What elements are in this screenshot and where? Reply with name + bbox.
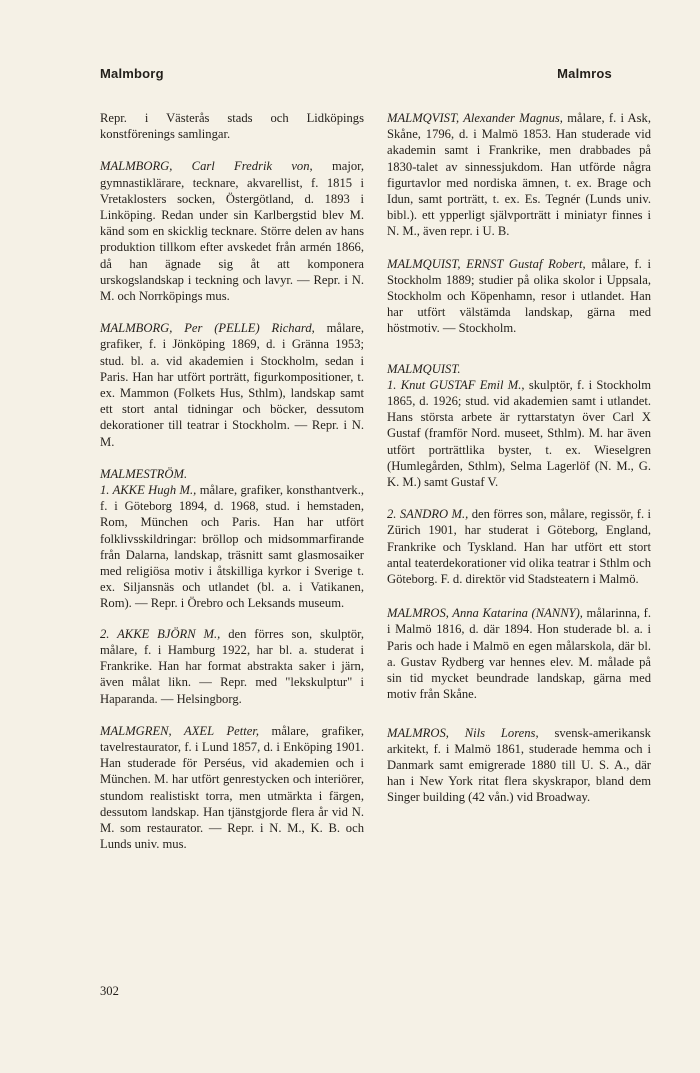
subentry-label: 1. Knut GUSTAF Emil M., <box>387 377 525 392</box>
subentry-akke-bjorn <box>100 626 364 707</box>
running-head-right: Malmros <box>557 66 612 81</box>
entry-malmquist-ernst <box>387 256 651 337</box>
entry-malmestrom <box>100 466 364 707</box>
left-column <box>100 110 364 868</box>
entry-text: målare, f. i Stockholm 1889; studier på olika skolor i Uppsala, Stockholm och Köpenhamn, resor i utlandet. Han har utfört välstämda landskap, gärna med höstmotiv. — Stockholm. <box>387 256 651 336</box>
entry-malmborg-carl <box>100 158 364 304</box>
continuation-text: Repr. i Västerås stads och Lidköpings konstförenings samlingar. <box>100 111 364 142</box>
subentry-sandro <box>387 506 651 587</box>
entry-malmquist <box>387 361 651 588</box>
subentry-label: 1. AKKE Hugh M., <box>100 483 197 498</box>
entry-malmgren <box>100 723 364 853</box>
entry-heading: MALMBORG, Per (PELLE) Richard, <box>100 321 315 336</box>
entry-heading: MALMESTRÖM. <box>100 466 188 481</box>
subentry-label: 2. AKKE BJÖRN M., <box>100 626 221 641</box>
entry-text: målare, f. i Ask, Skåne, 1796, d. i Malmö 1853. Han studerade vid akademin samt i Frankrike, men drabbades på 1830-talet av sinnessjukdom. Han utförde några figurtavlor med nordiska ämnen, t. ex. Brage och Idun, samt porträtt, t. ex. Es. Tegnér (Lunds univ. bibl.). ett ypperligt självporträtt i miniatyr finnes i N. M., även repr. i U. B. <box>387 111 651 239</box>
subentry-gustaf <box>387 377 651 490</box>
entry-heading-wrap <box>100 466 364 482</box>
entry-text: målarinna, f. i Malmö 1816, d. där 1894. Hon studerade bl. a. i Paris och hade i Malmö en egen målarskola, där bl. a. Gustav Rydberg var hennes elev. M. målade på sin tid mycket beundrade landskap, gärna med motiv från Skåne. <box>387 606 651 702</box>
entry-malmqvist-alexander <box>387 110 651 240</box>
right-column <box>387 110 651 822</box>
entry-heading: MALMROS, Nils Lorens, <box>387 725 539 740</box>
running-head-left: Malmborg <box>100 66 164 81</box>
entry-heading: MALMQUIST. <box>387 361 461 376</box>
subentry-label: 2. SANDRO M., <box>387 507 469 522</box>
entry-malmros-nils <box>387 725 651 806</box>
entry-heading: MALMBORG, Carl Fredrik von, <box>100 159 313 174</box>
entry-heading: MALMQVIST, Alexander Magnus, <box>387 111 563 125</box>
subentry-text: målare, grafiker, konsthantverk., f. i Göteborg 1894, d. 1968, stud. i hemstaden, Rom, München och Paris. Han har utfört folklivsskildringar: bröllop och midsommarfirande från Dalarna, landskap, träsnitt samt glasmosaiker med religiösa motiv i åtskilliga kyrkor i Sverige t. ex. Siljansnäs och utlandet (bl. a. i Vatikanen, Rom). — Repr. i Örebro och Leksands museum. <box>100 483 364 611</box>
entry-text: målare, grafiker, f. i Jönköping 1869, d. i Gränna 1953; stud. bl. a. vid akademien i Stockholm, sedan i Paris. Han har utfört porträtt, figurkompositioner, t. ex. Mammon (Folkets Hus, Sthlm), landskap samt ett stort antal tidningar och böcker, dessutom dekorationer till teatrar i Stockholm. — Repr. i N. M. <box>100 321 364 449</box>
entry-text: målare, grafiker, tavelrestaurator, f. i Lund 1857, d. i Enköping 1901. Han studerade för Perséus, vid akademien och i München. M. har utfört genrestycken och interiörer, stundom realistiskt torra, men utmärkta i färgen, dessutom landskap. Han tjänstgjorde flera år vid N. M. som restaurator. — Repr. i N. M., K. B. och Lunds univ. mus. <box>100 723 364 852</box>
subentry-text: den förres son, skulptör, målare, f. i Hamburg 1922, har bl. a. studerat i Frankrike. Han har format abstrakta saker i järn, även målat likn. — Repr. med "lekskulptur" i Haparanda. — Helsingborg. <box>100 626 364 706</box>
entry-heading: MALMROS, Anna Katarina (NANNY), <box>387 606 583 621</box>
entry-text: major, gymnastiklärare, tecknare, akvarellist, f. 1815 i Vretaklosters socken, Östergötland, d. 1893 i Linköping. Redan under sin Karlbergstid blev M. känd som en skicklig tecknare. Större delen av hans produktion tillkom efter avskedet från armén 1866, då han ägnade sig åt att komponera urskogslandskap i teckning och lavyr. — Repr. i N. M. och Norrköpings mus. <box>100 159 364 304</box>
entry-heading: MALMGREN, AXEL Petter, <box>100 723 259 738</box>
entry-malmborg-per <box>100 320 364 450</box>
subentry-text: skulptör, f. i Stockholm 1865, d. 1926; stud. vid akademien samt i utlandet. Hans största arbete är ryttarstatyn över Carl X Gustaf (framför Nord. museet, Sthlm). M. har även utfört porträttlika byster, t. ex. Wieselgren (Humlegården, Sthlm), Selma Lagerlöf (N. M., G. K. M.) samt Gustaf V. <box>387 377 651 490</box>
entry-heading-wrap <box>387 361 651 377</box>
entry-malmros-anna <box>387 605 651 702</box>
page-number: 302 <box>100 984 119 998</box>
subentry-akke-hugh <box>100 482 364 612</box>
entry-text: svensk-amerikansk arkitekt, f. i Malmö 1861, studerade hemma och i Danmark samt emigrerade 1880 till U. S. A., där han i New York ritat flera skyskrapor, bland dem Singer building (42 vån.) vid Broadway. <box>387 725 651 805</box>
entry-heading: MALMQUIST, ERNST Gustaf Robert, <box>387 256 586 271</box>
subentry-text: den förres son, målare, regissör, f. i Zürich 1901, har studerat i Göteborg, England, Frankrike och Tyskland. Han har utfört ett stort antal teaterdekorationer vid olika teatrar i Sthlm och Göteborg. F. d. direktör vid Stadsteatern i Malmö. <box>387 507 651 587</box>
